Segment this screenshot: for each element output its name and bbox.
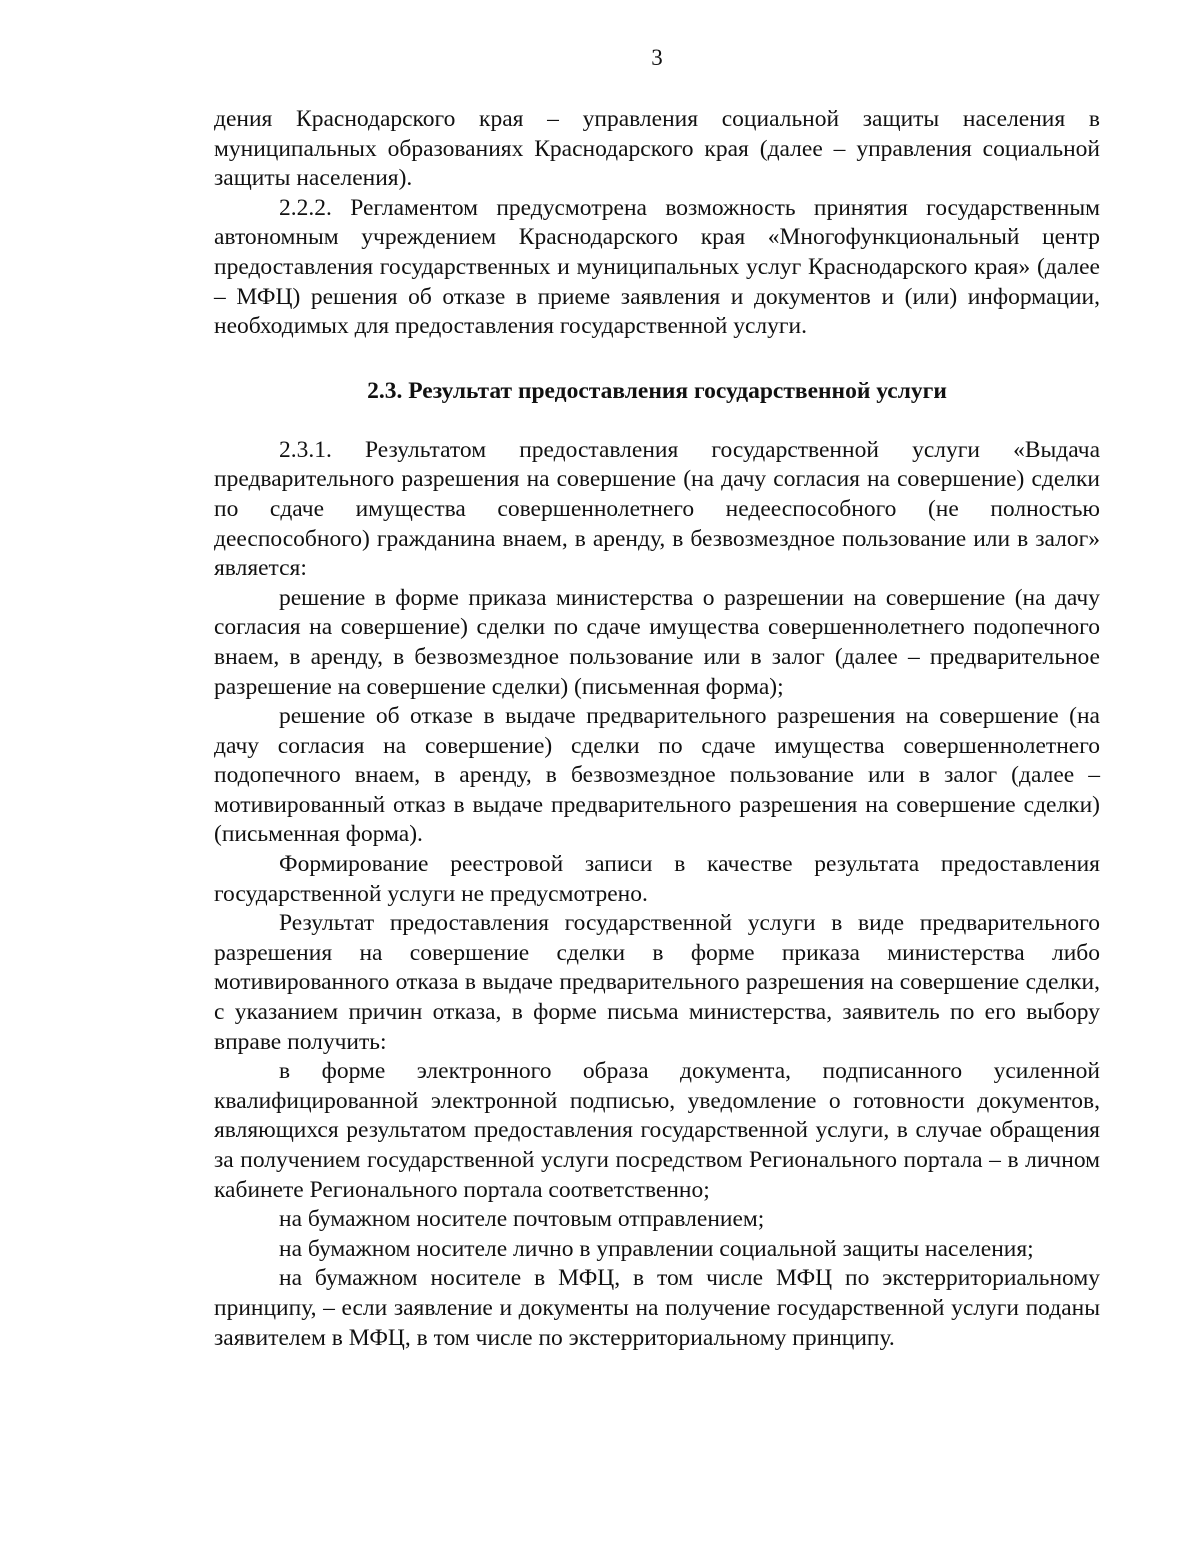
- paragraph-registry-record: Формирование реестровой записи в качестве результата предоставления государственной услуги не предусмотрено.: [214, 851, 1100, 907]
- paragraph-result-refusal: решение об отказе в выдаче предварительного разрешения на совершение (на дачу согласия на совершение) сделки по сдаче имущества совершеннолетнего подопечного внаем, в аренду, в безвозмездное пользование или в залог (далее – мотивированный отказ в выдаче предварительного разрешения на совершение сделки) (письменная форма).: [214, 703, 1100, 848]
- paragraph-in-person: на бумажном носителе лично в управлении социальной защиты населения;: [279, 1235, 1034, 1262]
- paragraph-postal: на бумажном носителе почтовым отправлением;: [279, 1206, 765, 1233]
- paragraph-result-permission: решение в форме приказа министерства о разрешении на совершение (на дачу согласия на совершение) сделки по сдаче имущества совершеннолетнего подопечного внаем, в аренду, в безвозмездное пользование или в залог (далее – предварительное разрешение на совершение сделки) (письменная форма);: [214, 584, 1100, 700]
- section-heading: [214, 376, 1100, 406]
- paragraph-continuation: дения Краснодарского края – управления социальной защиты населения в муниципальных образованиях Краснодарского края (далее – управления социальной защиты населения).: [214, 106, 1100, 192]
- page-number: 3: [651, 45, 663, 70]
- document-page: [214, 38, 1100, 1353]
- section-heading-text: 2.3. Результат предоставления государственной услуги: [367, 377, 947, 404]
- paragraph-electronic-form: в форме электронного образа документа, подписанного усиленной квалифицированной электронной подписью, уведомление о готовности документов, являющихся результатом предоставления государственной услуги, в случае обращения за получением государственной услуги посредством Регионального портала – в личном кабинете Регионального портала соответственно;: [214, 1058, 1100, 1203]
- paragraph-2-3-1: 2.3.1. Результатом предоставления государственной услуги «Выдача предварительного разрешения на совершение (на дачу согласия на совершение) сделки по сдаче имущества совершеннолетнего недееспособного (не полностью дееспособного) гражданина внаем, в аренду, в безвозмездное пользование или в залог» является:: [214, 436, 1100, 582]
- paragraph-mfc: на бумажном носителе в МФЦ, в том числе МФЦ по экстерриториальному принципу, – если заявление и документы на получение государственной услуги поданы заявителем в МФЦ, в том числе по экстерриториальному принципу.: [214, 1265, 1100, 1351]
- paragraph-result-delivery: Результат предоставления государственной услуги в виде предварительного разрешения на совершение сделки в форме приказа министерства либо мотивированного отказа в выдаче предварительного разрешения на совершение сделки, с указанием причин отказа, в форме письма министерства, заявитель по его выбору вправе получить:: [214, 910, 1100, 1055]
- paragraph-2-2-2: 2.2.2. Регламентом предусмотрена возможность принятия государственным автономным учреждением Краснодарского края «Многофункциональный центр предоставления государственных и муниципальных услуг Краснодарского края» (далее – МФЦ) решения об отказе в приеме заявления и документов и (или) информации, необходимых для предоставления государственной услуги.: [214, 194, 1100, 340]
